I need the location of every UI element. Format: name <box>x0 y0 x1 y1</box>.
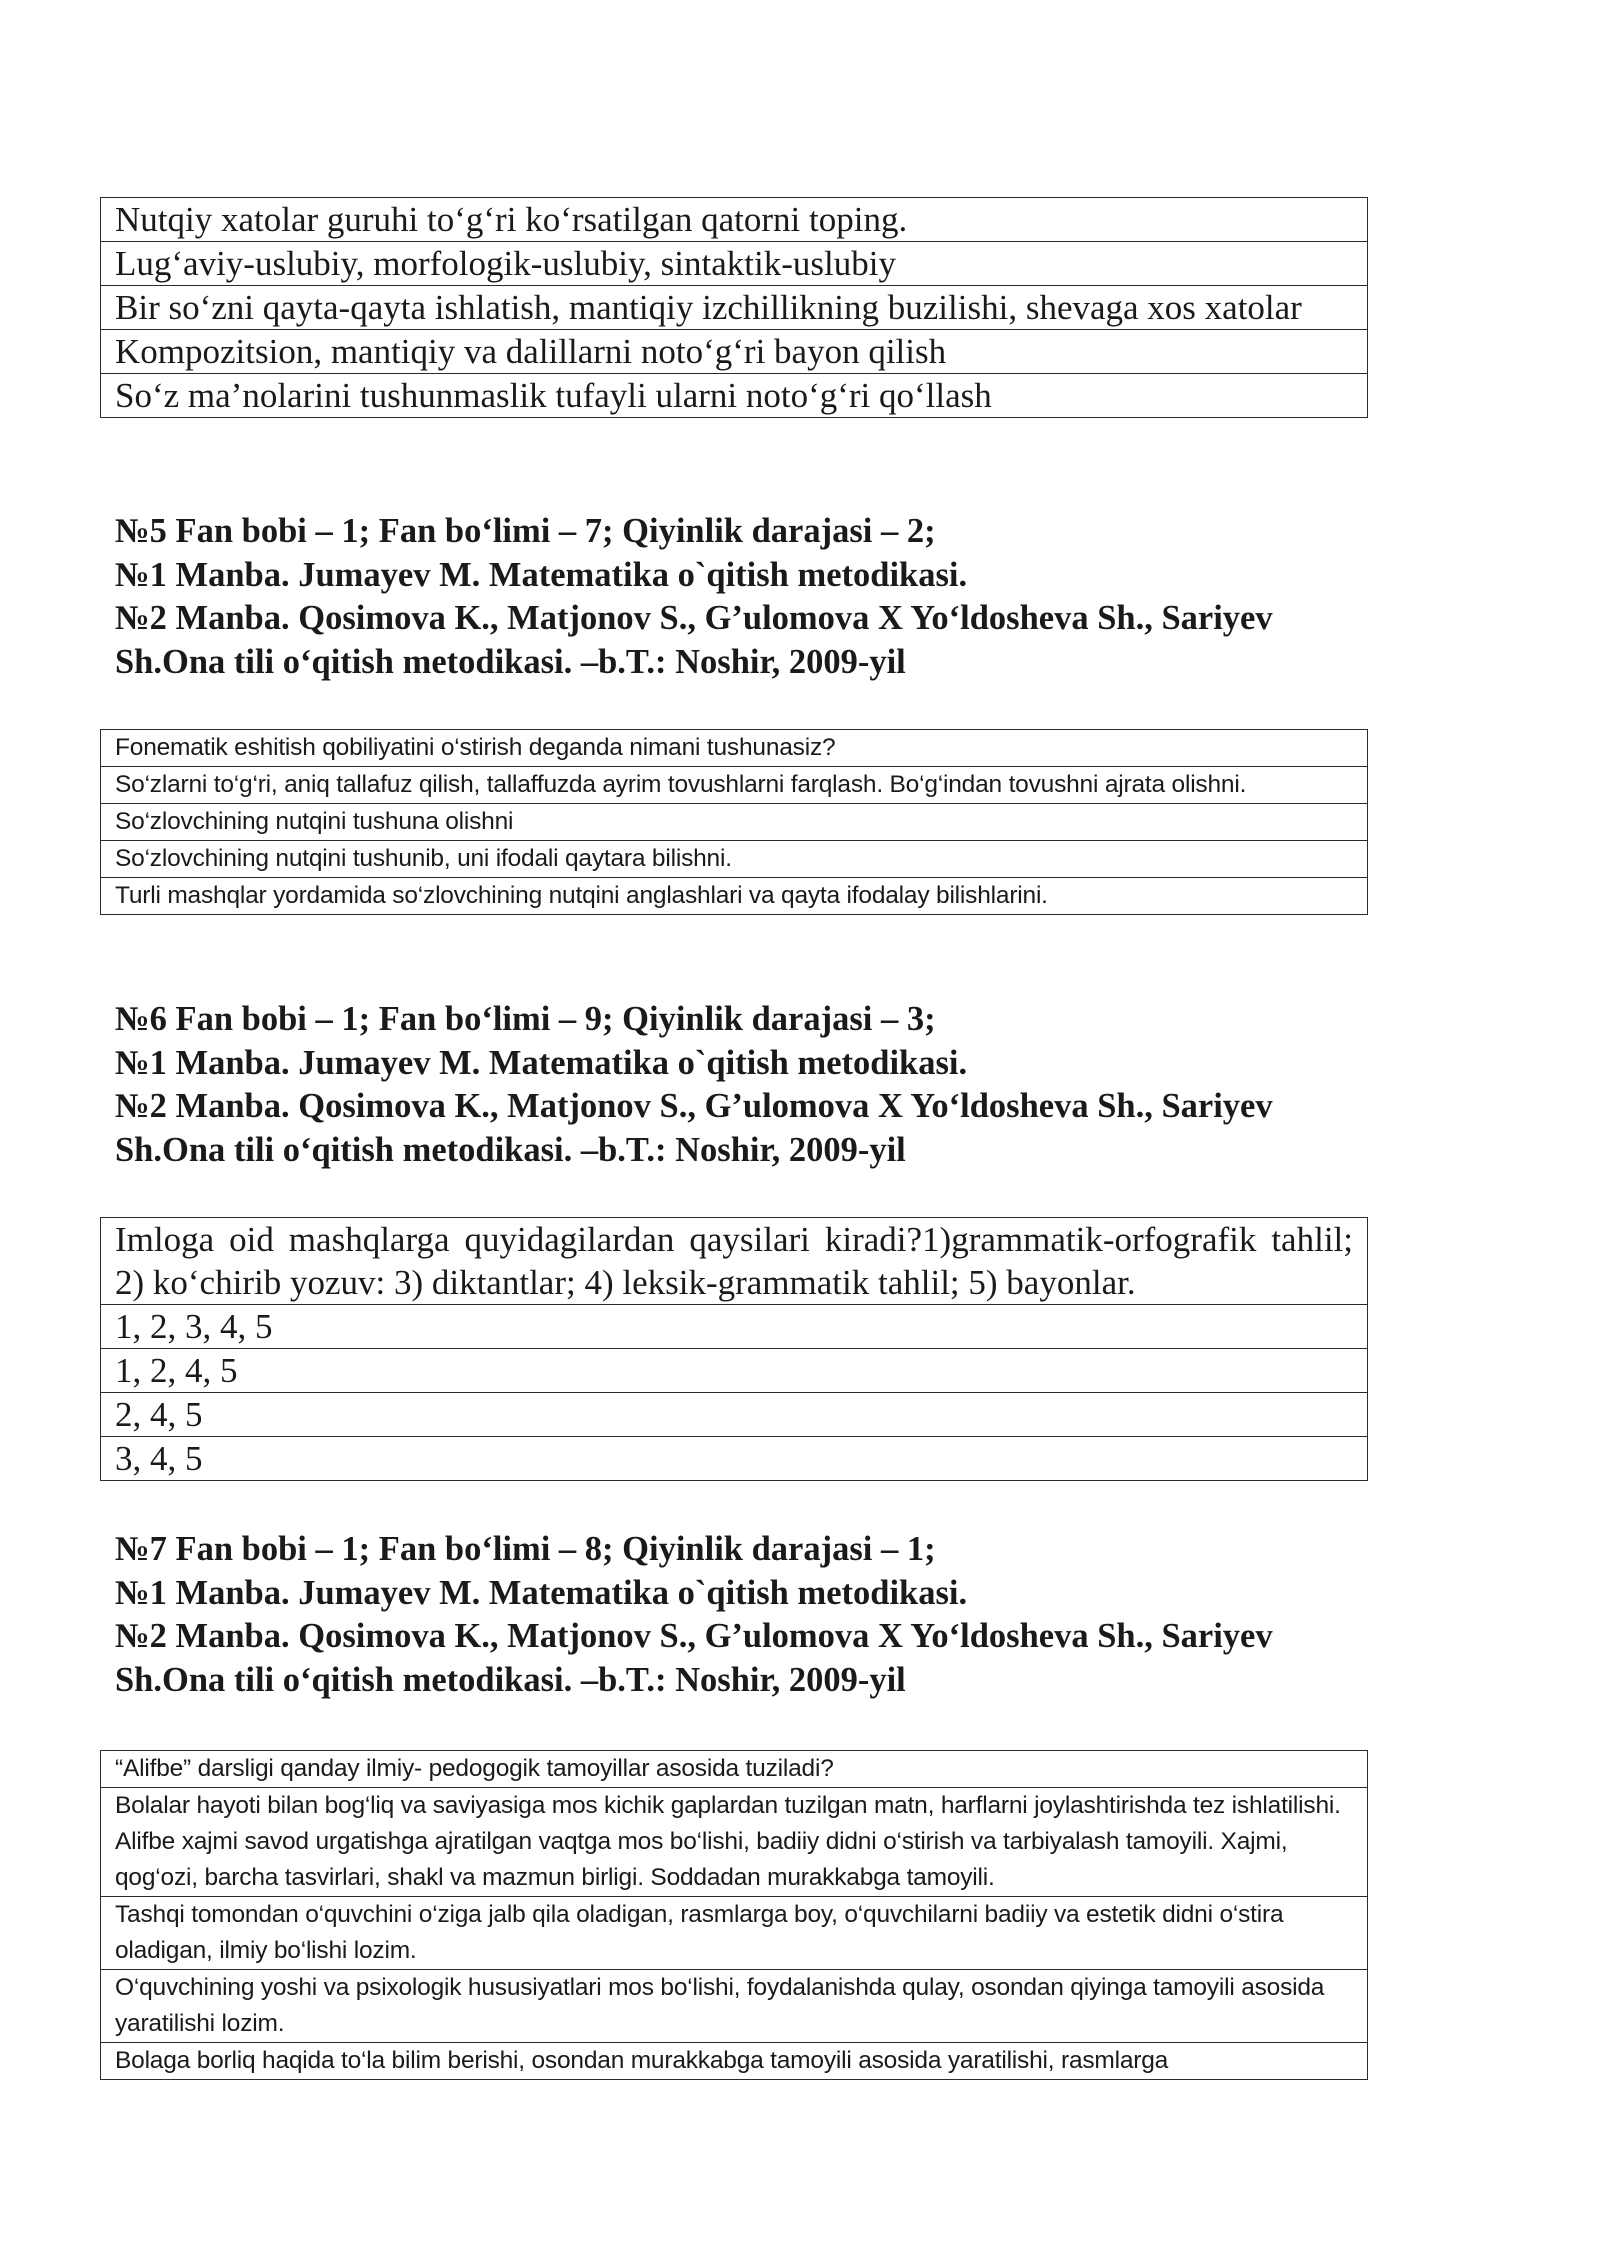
table-row <box>101 330 1368 374</box>
table-row <box>101 286 1368 330</box>
table-row <box>101 198 1368 242</box>
header-meta-line: №6 Fan bobi – 1; Fan bo‘limi – 9; Qiyinlik darajasi – 3; <box>115 1000 936 1038</box>
table-row <box>101 1437 1368 1481</box>
question-cell: “Alifbe” darsligi qanday ilmiy- pedogogik tamoyillar asosida tuziladi? <box>101 1751 1368 1788</box>
question-cell: Nutqiy xatolar guruhi to‘g‘ri ko‘rsatilgan qatorni toping. <box>101 198 1368 242</box>
header-source-line: №2 Manba. Qosimova K., Matjonov S., G’ulomova X Yo‘ldosheva Sh., Sariyev <box>115 599 1273 637</box>
question-header-7 <box>115 1528 1415 1702</box>
header-source-line: №2 Manba. Qosimova K., Matjonov S., G’ulomova X Yo‘ldosheva Sh., Sariyev <box>115 1617 1273 1655</box>
answer-option: 1, 2, 4, 5 <box>101 1349 1368 1393</box>
question-table-5 <box>100 729 1368 915</box>
answer-option: Kompozitsion, mantiqiy va dalillarni noto‘g‘ri bayon qilish <box>101 330 1368 374</box>
question-header-5 <box>115 510 1415 684</box>
table-row <box>101 1218 1368 1305</box>
header-source-line: Sh.Ona tili o‘qitish metodikasi. –b.T.: Noshir, 2009-yil <box>115 1660 906 1699</box>
table-row <box>101 374 1368 418</box>
header-source-line: №1 Manba. Jumayev M. Matematika o`qitish metodikasi. <box>115 1043 968 1082</box>
table-row <box>101 730 1368 767</box>
answer-option: So‘z ma’nolarini tushunmaslik tufayli ularni noto‘g‘ri qo‘llash <box>101 374 1368 418</box>
question-cell: Imloga oid mashqlarga quyidagilardan qaysilari kiradi?1)grammatik-orfografik tahlil; 2) ko‘chirib yozuv: 3) diktantlar; 4) leksik-grammatik tahlil; 5) bayonlar. <box>101 1218 1368 1305</box>
header-source-line: №1 Manba. Jumayev M. Matematika o`qitish metodikasi. <box>115 555 968 594</box>
answer-option: Bir so‘zni qayta-qayta ishlatish, mantiqiy izchillikning buzilishi, shevaga xos xatolar <box>101 286 1368 330</box>
header-source-line: №2 Manba. Qosimova K., Matjonov S., G’ulomova X Yo‘ldosheva Sh., Sariyev <box>115 1087 1273 1125</box>
answer-option: Lug‘aviy-uslubiy, morfologik-uslubiy, sintaktik-uslubiy <box>101 242 1368 286</box>
table-row <box>101 1788 1368 1897</box>
answer-option: Turli mashqlar yordamida so‘zlovchining nutqini anglashlari va qayta ifodalay bilishlarini. <box>101 878 1368 915</box>
table-row <box>101 1393 1368 1437</box>
answer-option: So‘zlovchining nutqini tushunib, uni ifodali qaytara bilishni. <box>101 841 1368 878</box>
header-source-line: Sh.Ona tili o‘qitish metodikasi. –b.T.: Noshir, 2009-yil <box>115 642 906 681</box>
question-table-6 <box>100 1217 1368 1481</box>
table-row <box>101 242 1368 286</box>
table-row <box>101 841 1368 878</box>
answer-option: So‘zlarni to‘g‘ri, aniq tallafuz qilish, tallaffuzda ayrim tovushlarni farqlash. Bo‘g‘indan tovushni ajrata olishni. <box>101 767 1368 804</box>
table-row <box>101 1897 1368 1970</box>
header-source-line: №1 Manba. Jumayev M. Matematika o`qitish metodikasi. <box>115 1573 968 1612</box>
answer-option: 2, 4, 5 <box>101 1393 1368 1437</box>
question-header-6 <box>115 998 1415 1172</box>
answer-option: O‘quvchining yoshi va psixologik hususiyatlari mos bo‘lishi, foydalanishda qulay, osondan qiyinga tamoyili asosida yaratilishi lozim. <box>101 1970 1368 2043</box>
table-row <box>101 878 1368 915</box>
question-table-4 <box>100 197 1368 418</box>
table-row <box>101 1305 1368 1349</box>
table-row <box>101 1970 1368 2043</box>
answer-option: 3, 4, 5 <box>101 1437 1368 1481</box>
answer-option: Bolalar hayoti bilan bog‘liq va saviyasiga mos kichik gaplardan tuzilgan matn, harflarni joylashtirishda tez ishlatilishi. Alifbe xajmi savod urgatishga ajratilgan vaqtga mos bo‘lishi, badiiy didni o‘stirish va tarbiyalash tamoyili. Xajmi, qog‘ozi, barcha tasvirlari, shakl va mazmun birligi. Soddadan murakkabga tamoyili. <box>101 1788 1368 1897</box>
question-table-7 <box>100 1750 1368 2080</box>
table-row <box>101 1349 1368 1393</box>
table-row <box>101 767 1368 804</box>
answer-option: So‘zlovchining nutqini tushuna olishni <box>101 804 1368 841</box>
header-meta-line: №7 Fan bobi – 1; Fan bo‘limi – 8; Qiyinlik darajasi – 1; <box>115 1530 936 1568</box>
answer-option: Tashqi tomondan o‘quvchini o‘ziga jalb qila oladigan, rasmlarga boy, o‘quvchilarni badiiy va estetik didni o‘stira oladigan, ilmiy bo‘lishi lozim. <box>101 1897 1368 1970</box>
table-row <box>101 2043 1368 2080</box>
table-row <box>101 1751 1368 1788</box>
answer-option: 1, 2, 3, 4, 5 <box>101 1305 1368 1349</box>
table-row <box>101 804 1368 841</box>
question-cell: Fonematik eshitish qobiliyatini o‘stirish deganda nimani tushunasiz? <box>101 730 1368 767</box>
header-meta-line: №5 Fan bobi – 1; Fan bo‘limi – 7; Qiyinlik darajasi – 2; <box>115 512 936 550</box>
header-source-line: Sh.Ona tili o‘qitish metodikasi. –b.T.: Noshir, 2009-yil <box>115 1130 906 1169</box>
answer-option: Bolaga borliq haqida to‘la bilim berishi, osondan murakkabga tamoyili asosida yaratilishi, rasmlarga <box>101 2043 1368 2080</box>
